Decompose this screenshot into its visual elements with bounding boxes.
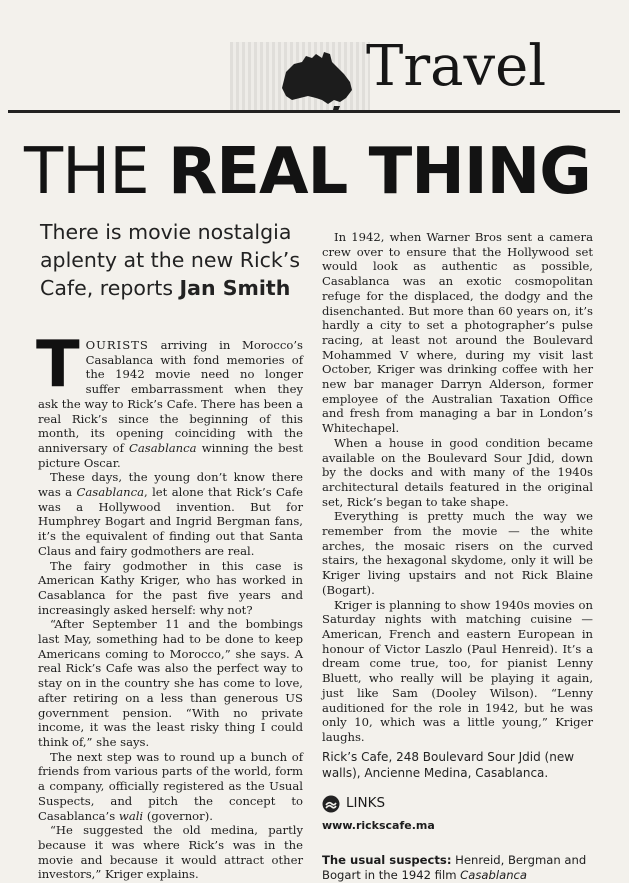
paragraph: When a house in good condition became available on the Boulevard Sour Jdid, down by the docks and with many of the 1940s architectural details featured in the original set, Rick’s began to take shape. bbox=[322, 435, 593, 509]
photo-caption bbox=[322, 853, 593, 883]
paragraph-text: (governor). bbox=[143, 808, 213, 823]
section-title: Travel bbox=[366, 34, 547, 99]
headline bbox=[24, 132, 624, 212]
standfirst bbox=[40, 218, 310, 302]
caption-text: Henreid, Bergman and Bogart in the 1942 film bbox=[322, 853, 587, 883]
header-rule bbox=[8, 110, 620, 113]
drop-cap: T bbox=[36, 328, 80, 402]
headline-bold: REAL THING bbox=[168, 135, 591, 209]
lead-text: arriving in Morocco’s Casablanca with fond memories of the 1942 movie need no longer suffer embarrassment when they ask the way to Rick’s Cafe. There has been a real Rick’s since the beginning of this month, its opening coinciding with the anniversary of bbox=[38, 338, 303, 455]
paragraph bbox=[38, 750, 303, 824]
paragraph-text: , let alone that Rick’s Cafe was a Hollywood invention. But for Humphrey Bogart and Ingrid Bergman fans, it’s the equivalent of finding out that Santa Claus and fairy godmothers are real. bbox=[38, 485, 303, 558]
links-heading bbox=[322, 795, 593, 813]
lead-end: winning the best picture Oscar. bbox=[38, 440, 303, 470]
paragraph-text: The next step was to round up a bunch of friends from various parts of the world, form a company, officially registered as the Usual Suspects, and pitch the concept to Casablanca’s bbox=[38, 749, 303, 823]
paragraph bbox=[36, 328, 303, 470]
paragraph: Everything is pretty much the way we remember from the movie — the white arches, the mosaic risers on the curved stairs, the hexagonal skydome, only it will be Kriger living upstairs and not Rick Blaine (Bogart). bbox=[322, 509, 593, 597]
australia-map-icon bbox=[276, 48, 360, 112]
paragraph: “He suggested the old medina, partly because it was where Rick’s was in the movie and because it would attract other investors,” Kriger explains. bbox=[38, 823, 303, 882]
caption-film-title: Casablanca bbox=[460, 868, 528, 883]
article-column-left bbox=[36, 328, 303, 882]
film-title: Casablanca bbox=[76, 485, 145, 500]
website-link[interactable]: www.rickscafe.ma bbox=[322, 818, 435, 832]
paragraph: The fairy godmother in this case is American Kathy Kriger, who has worked in Casablanca for the past five years and increasingly asked herself: why not? bbox=[38, 558, 303, 617]
lead-caps: OURISTS bbox=[85, 338, 149, 352]
links-label: LINKS bbox=[346, 795, 386, 812]
links-icon bbox=[322, 795, 340, 813]
venue-address: Rick’s Cafe, 248 Boulevard Sour Jdid (new walls), Ancienne Medina, Casablanca. bbox=[322, 749, 575, 780]
byline: Jan Smith bbox=[179, 276, 291, 300]
caption-lead: The usual suspects: bbox=[322, 853, 452, 868]
italic-term: wali bbox=[118, 808, 144, 823]
paragraph-text: These days, the young don’t know there was a bbox=[38, 470, 303, 500]
section-header bbox=[8, 28, 620, 112]
paragraph: “After September 11 and the bombings last May, something had to be done to keep Americans coming to Morocco,” she says. A real Rick’s Cafe was also the perfect way to stay on in the country she has come to love, after retiring on a less than generous US government pension. “With no private income, it was the least risky thing I could think of,” she says. bbox=[38, 617, 303, 749]
standfirst-text: There is movie nostalgia aplenty at the new Rick’s Cafe, reports bbox=[40, 220, 301, 300]
article-column-right bbox=[322, 230, 593, 883]
headline-thin: THE bbox=[24, 135, 168, 209]
paragraph: In 1942, when Warner Bros sent a camera crew over to ensure that the Hollywood set would look as authentic as possible, Casablanca was an exotic cosmopolitan refuge for the displaced, the dodgy and the disenchanted. But more than 60 years on, it’s hardly a city to set a photographer’s pulse racing, at least not around the Boulevard Mohammed V where, during my visit last October, Kriger was drinking coffee with her new bar manager Darryn Alderson, former employee of the Australian Taxation Office and fresh from managing a bar in London’s Whitechapel. bbox=[322, 230, 593, 436]
film-title: Casablanca bbox=[129, 440, 197, 455]
paragraph: Kriger is planning to show 1940s movies on Saturday nights with matching cuisine — American, French and eastern European in honour of Victor Laszlo (Paul Henreid). It’s a dream come true, too, for pianist Lenny Bluett, who really will be playing it again, just like Sam (Dooley Wilson). “Lenny auditioned for the role in 1942, but he was only 10, which was a little young,” Kriger laughs. bbox=[322, 597, 593, 744]
paragraph bbox=[38, 470, 303, 558]
